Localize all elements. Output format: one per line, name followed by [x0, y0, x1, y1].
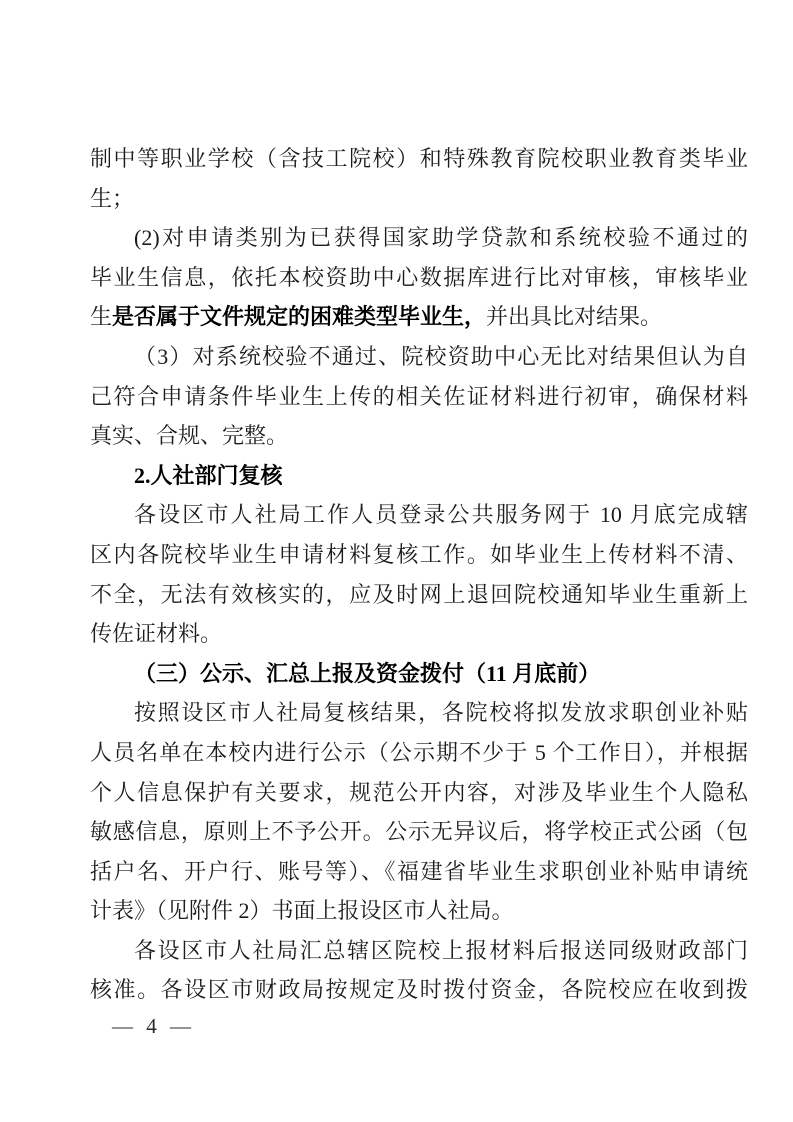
paragraph: [90, 337, 748, 456]
text-line: [90, 614, 748, 654]
text-line: [90, 456, 748, 496]
body-text: 生: [90, 304, 113, 330]
paragraph: [90, 218, 748, 337]
body-text: (2)对申请类别为已获得国家助学贷款和系统校验不通过的: [134, 225, 748, 251]
page-footer: [112, 1014, 191, 1038]
paragraph: [90, 931, 748, 1010]
body-text: 真实、合规、完整。: [90, 423, 289, 449]
paragraph: [90, 139, 748, 218]
body-text: 个人信息保护有关要求，规范公开内容，对涉及毕业生个人隐私: [90, 779, 748, 805]
page-number: — 4 —: [112, 1014, 191, 1038]
text-line: [90, 852, 748, 892]
text-line: [90, 575, 748, 615]
body-text: 人员名单在本校内进行公示（公示期不少于 5 个工作日），并根据: [90, 739, 748, 765]
text-line: [90, 654, 748, 694]
body-text: 不全，无法有效核实的，应及时网上退回院校通知毕业生重新上: [90, 581, 748, 607]
body-text: 计表》（见附件 2）书面上报设区市人社局。: [90, 898, 514, 924]
text-line: [90, 773, 748, 813]
section-heading: [90, 654, 748, 694]
body-text: 括户名、开户行、账号等）、《福建省毕业生求职创业补贴申请统: [90, 858, 748, 884]
text-line: [90, 812, 748, 852]
body-text: 各设区市人社局汇总辖区院校上报材料后报送同级财政部门: [134, 937, 748, 963]
text-line: [90, 416, 748, 456]
emphasized-text: 是否属于文件规定的困难类型毕业生，: [112, 304, 487, 330]
text-line: [90, 495, 748, 535]
body-text: （3）对系统校验不通过、院校资助中心无比对结果但认为自: [134, 343, 748, 369]
body-text: 生；: [90, 185, 135, 211]
text-line: [90, 931, 748, 971]
body-text: 制中等职业学校（含技工院校）和特殊教育院校职业教育类毕业: [90, 146, 748, 171]
body-text: （三）公示、汇总上报及资金拨付（11 月底前）: [134, 660, 601, 686]
body-text: 传佐证材料。: [90, 621, 223, 647]
text-line: [90, 535, 748, 575]
body-text: 区内各院校毕业生申请材料复核工作。如毕业生上传材料不清、: [90, 541, 748, 567]
body-text: 敏感信息，原则上不予公开。公示无异议后，将学校正式公函（包: [90, 819, 748, 845]
text-line: [90, 733, 748, 773]
text-line: [90, 891, 748, 931]
text-line: [90, 970, 748, 1010]
text-line: [90, 258, 748, 298]
text-line: [90, 218, 748, 258]
body-text: 己符合申请条件毕业生上传的相关佐证材料进行初审，确保材料: [90, 383, 748, 409]
text-line: [90, 693, 748, 733]
body-text: 按照设区市人社局复核结果，各院校将拟发放求职创业补贴: [134, 700, 748, 726]
section-heading: [90, 456, 748, 496]
body-text: 毕业生信息，依托本校资助中心数据库进行比对审核，审核毕业: [90, 264, 748, 290]
text-line: [90, 337, 748, 377]
body-text: 核准。各设区市财政局按规定及时拨付资金，各院校应在收到拨: [90, 977, 748, 1003]
text-line: [90, 139, 748, 179]
body-text: 2.人社部门复核: [134, 462, 283, 488]
document-body: [90, 139, 748, 1010]
paragraph: [90, 495, 748, 653]
text-line: [90, 377, 748, 417]
text-line: [90, 179, 748, 219]
paragraph: [90, 693, 748, 931]
body-text: 各设区市人社局工作人员登录公共服务网于 10 月底完成辖: [134, 502, 748, 528]
text-line: [90, 297, 748, 337]
body-text: 并出具比对结果。: [486, 304, 663, 330]
